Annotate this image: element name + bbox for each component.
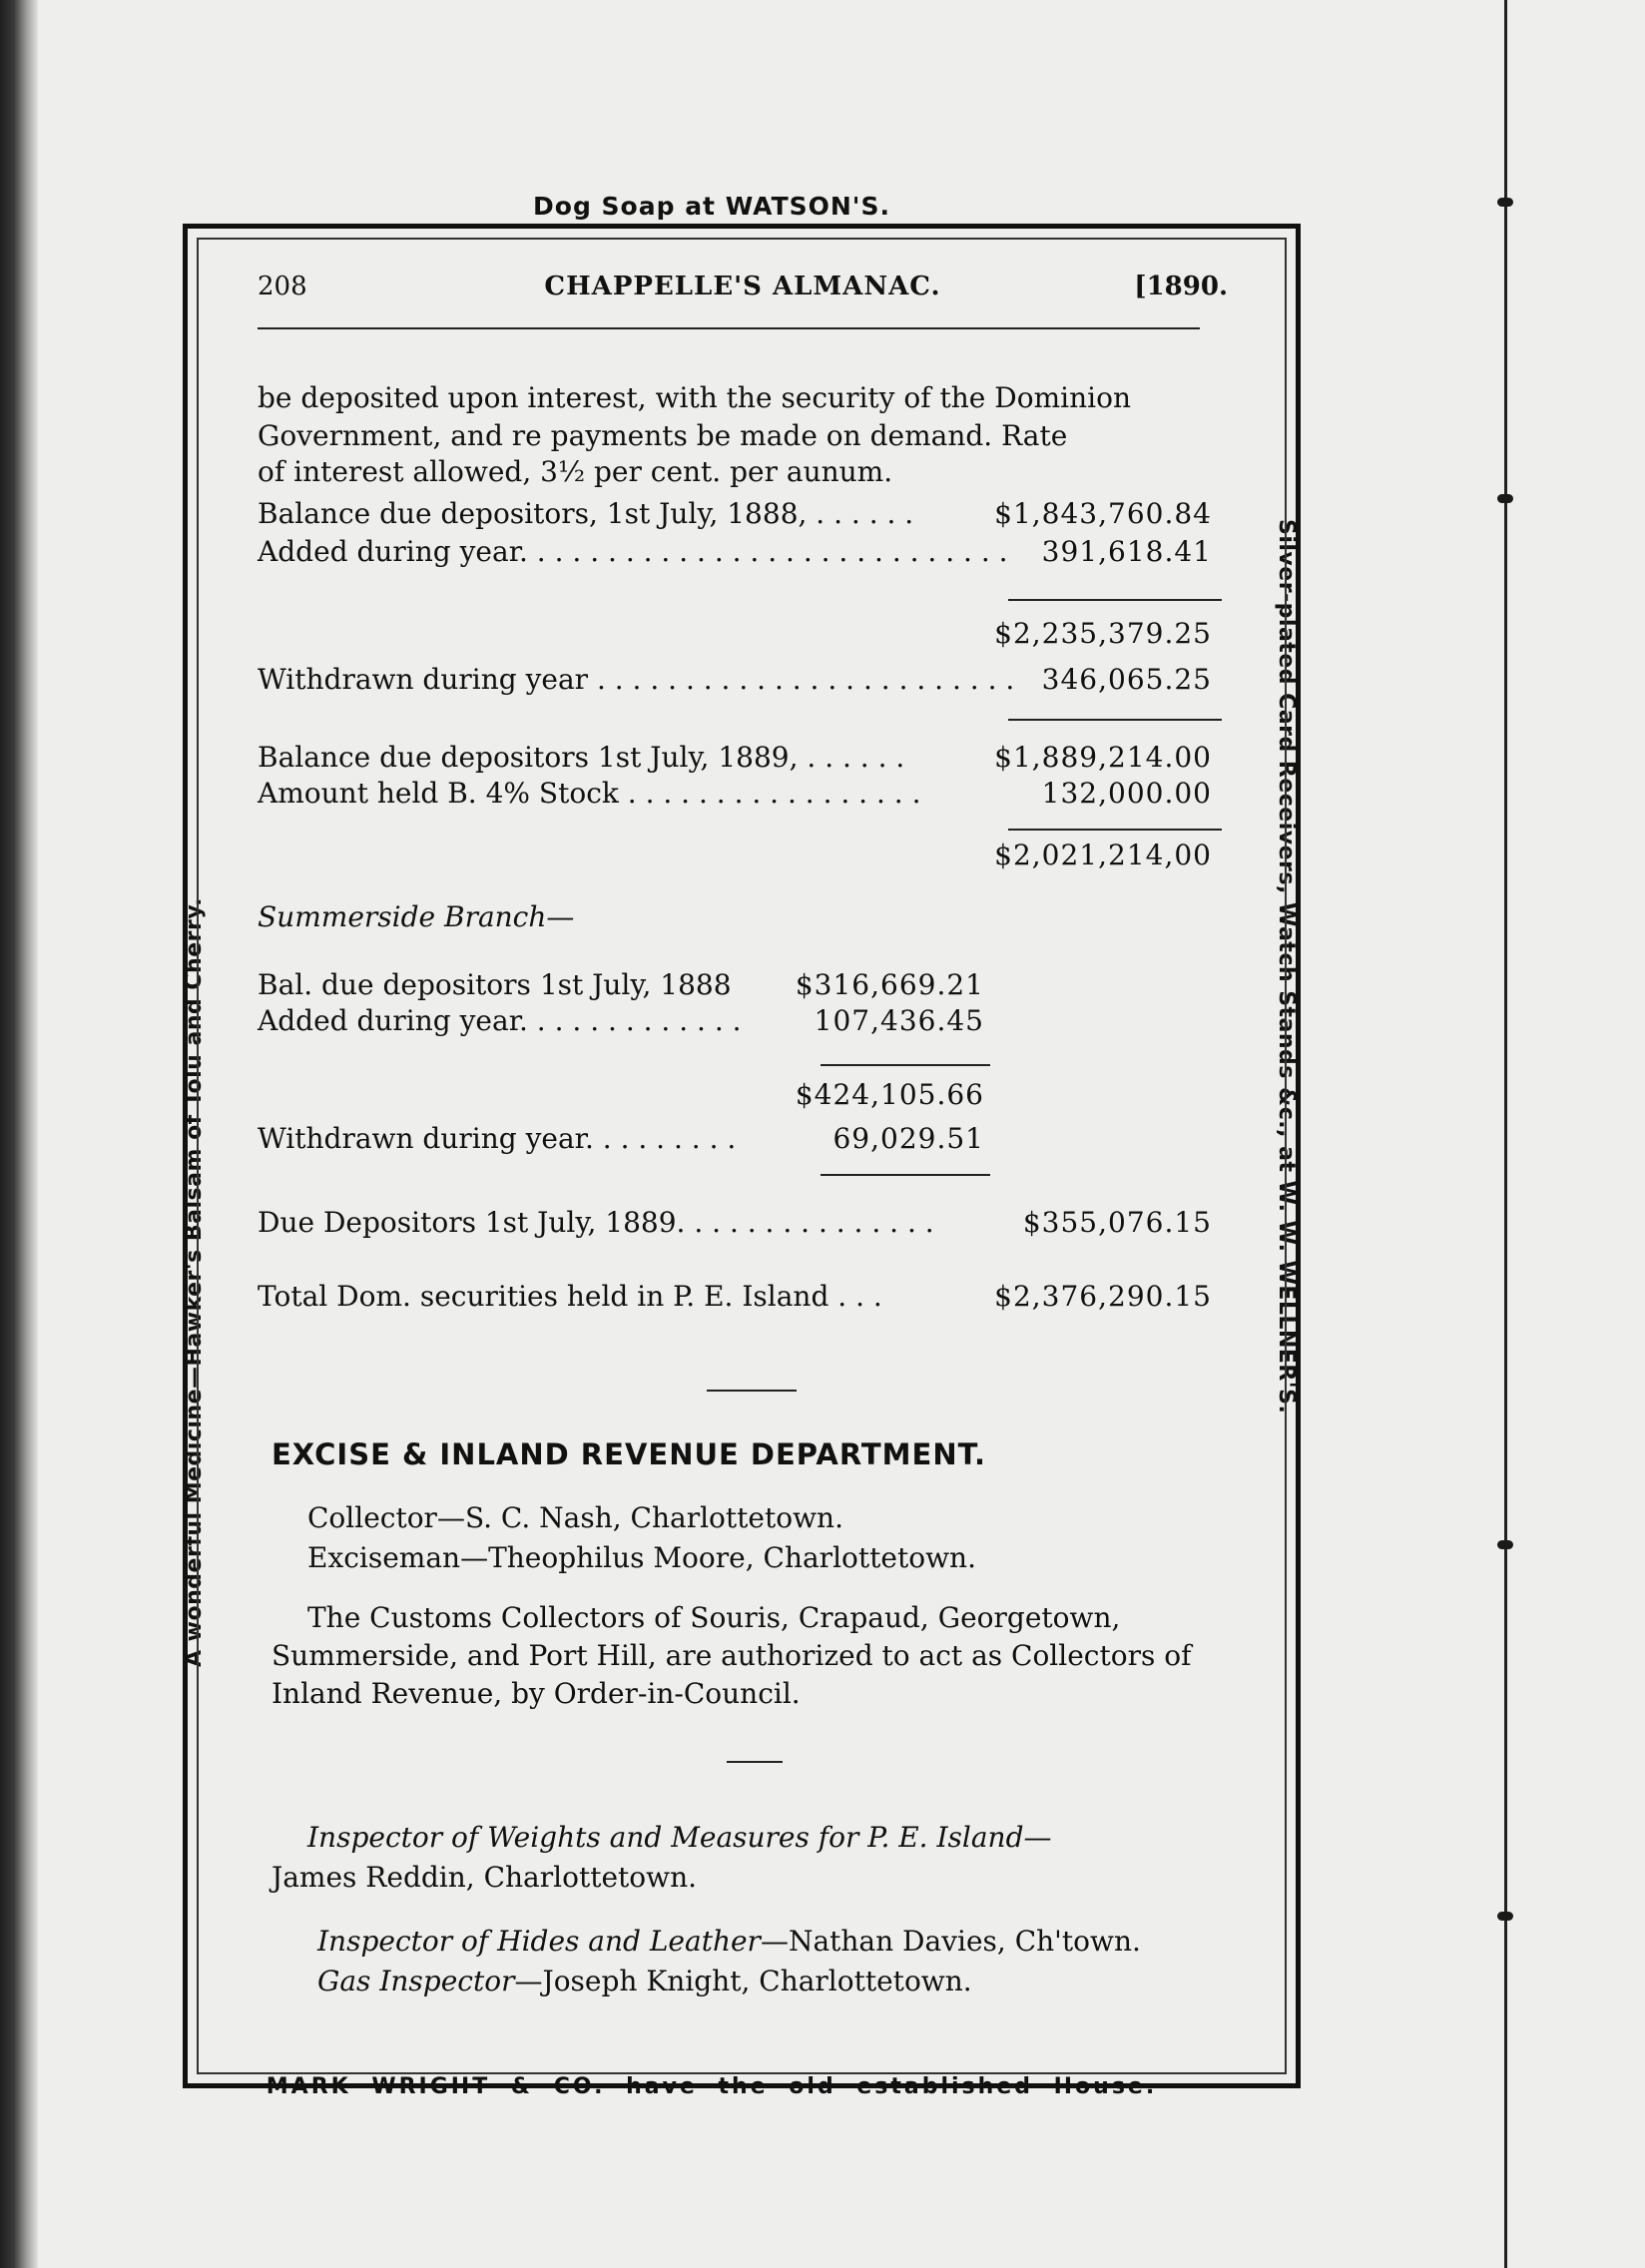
row-amount: 69,029.51 (832, 1122, 984, 1155)
excise-title: EXCISE & INLAND REVENUE DEPARTMENT. (272, 1437, 986, 1471)
right-advertisement: Silver-plated Card Receivers, Watch Stands &c., at W. W. WELLNER'S. (1274, 519, 1299, 1415)
ledger-row (258, 663, 1228, 699)
row-amount: $1,889,214.00 (994, 741, 1212, 774)
intro-line: Government, and re payments be made on demand. Rate (258, 419, 1068, 452)
row-amount: $316,669.21 (795, 968, 984, 1001)
row-label: Total Dom. securities held in P. E. Island . . . (258, 1280, 882, 1313)
row-amount: $2,021,214,00 (994, 839, 1212, 871)
row-label: Withdrawn during year. . . . . . . . . (258, 1122, 737, 1155)
hides-name: —Nathan Davies, Ch'town. (760, 1925, 1141, 1958)
row-amount: $1,843,760.84 (994, 497, 1212, 530)
section-divider (707, 1390, 797, 1392)
intro-line: of interest allowed, 3½ per cent. per aunum. (258, 455, 893, 488)
gas-name: —Joseph Knight, Charlottetown. (514, 1965, 972, 1997)
row-label: Added during year. . . . . . . . . . . . . . . . . . . . . . . . . . . . (258, 535, 1008, 568)
branch-heading: Summerside Branch— (258, 900, 575, 933)
total-row (258, 1280, 1228, 1316)
ledger-row (258, 497, 1228, 533)
row-label: Withdrawn during year . . . . . . . . . . . . . . . . . . . . . . . . (258, 663, 1015, 696)
collector-line: Collector—S. C. Nash, Charlottetown. (307, 1501, 843, 1534)
ledger-row (258, 535, 1228, 571)
intro-line: be deposited upon interest, with the security of the Dominion (258, 381, 1131, 414)
almanac-title: CHAPPELLE'S ALMANAC. (544, 272, 941, 301)
sum-rule (1008, 719, 1222, 721)
almanac-year: [1890. (1134, 272, 1228, 301)
ledger-row (258, 741, 1228, 777)
row-amount: 132,000.00 (1041, 777, 1212, 810)
row-label: Added during year. . . . . . . . . . . . . (258, 1004, 742, 1037)
branch-row (258, 1078, 1228, 1114)
header-rule (258, 327, 1200, 329)
binding-knot (1497, 198, 1513, 207)
left-advertisement: A wonderful Medicine—Hawker's Balsam of Tolu and Cherry. (182, 897, 207, 1667)
row-label: Amount held B. 4% Stock . . . . . . . . . . . . . . . . . (258, 777, 921, 810)
weights-inspector-name: James Reddin, Charlottetown. (272, 1861, 698, 1894)
row-label: Due Depositors 1st July, 1889. . . . . . . . . . . . . . . (258, 1206, 934, 1239)
row-label: Balance due depositors 1st July, 1889, . . . . . . (258, 741, 905, 774)
weights-title: Inspector of Weights and Measures for P. E. Island— (307, 1821, 1052, 1854)
sum-rule (1008, 599, 1222, 601)
ledger-row (258, 777, 1228, 813)
binding-knot (1497, 1540, 1513, 1549)
spine-binding (1504, 0, 1507, 2268)
row-amount: 391,618.41 (1041, 535, 1212, 568)
ledger-row (258, 839, 1228, 874)
sum-rule (821, 1064, 990, 1066)
row-amount: $2,235,379.25 (994, 617, 1212, 650)
gas-title: Gas Inspector (317, 1965, 515, 1997)
customs-paragraph: The Customs Collectors of Souris, Crapaud, Georgetown, Summerside, and Port Hill, are authorized to act as Collectors of Inland Revenue, by Order-in-Council. (272, 1601, 1192, 1710)
binding-knot (1497, 494, 1513, 503)
gas-inspector (317, 1965, 972, 1997)
running-head (258, 272, 1228, 311)
ledger-row (258, 617, 1228, 653)
binding-knot (1497, 1912, 1513, 1921)
branch-row (258, 1004, 1228, 1040)
row-amount: 346,065.25 (1041, 663, 1212, 696)
hides-inspector (317, 1925, 1141, 1958)
section-divider (727, 1761, 783, 1763)
branch-row (258, 1122, 1228, 1158)
row-label: Balance due depositors, 1st July, 1888, . . . . . . (258, 497, 914, 530)
due-row (258, 1206, 1228, 1242)
row-amount: $424,105.66 (795, 1078, 984, 1111)
page-number: 208 (258, 272, 307, 301)
exciseman-line: Exciseman—Theophilus Moore, Charlottetown. (307, 1541, 976, 1574)
row-amount: 107,436.45 (814, 1004, 984, 1037)
row-amount: $355,076.15 (1022, 1206, 1212, 1239)
branch-row (258, 968, 1228, 1004)
sum-rule (821, 1174, 990, 1176)
hides-title: Inspector of Hides and Leather (317, 1925, 761, 1958)
top-advertisement: Dog Soap at WATSON'S. (533, 192, 890, 221)
weights-inspector-title (307, 1821, 1052, 1854)
row-label: Bal. due depositors 1st July, 1888 (258, 968, 732, 1001)
sum-rule (1008, 829, 1222, 831)
bottom-advertisement: MARK WRIGHT & CO. have the old established House. (266, 2074, 1158, 2099)
scan-edge (0, 0, 38, 2268)
row-amount: $2,376,290.15 (994, 1280, 1212, 1313)
